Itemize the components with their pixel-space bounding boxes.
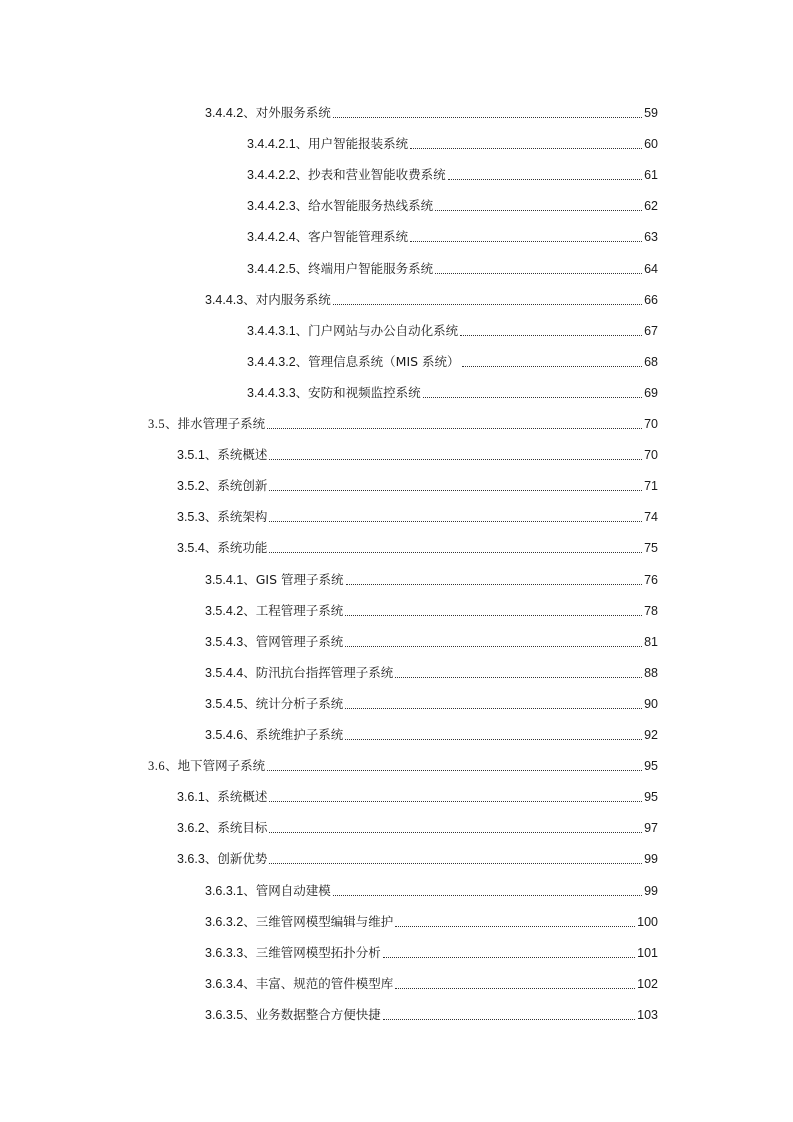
toc-entry-number: 3.4.4.2.5: [247, 261, 296, 276]
toc-entry[interactable]: [205, 941, 658, 961]
toc-entry-number: 3.6.2: [177, 821, 205, 836]
toc-entry-separator: 、: [295, 353, 309, 369]
toc-entry-page-number: 66: [644, 292, 658, 307]
toc-entry-title: 用户智能报装系统: [308, 136, 409, 152]
toc-entry-separator: 、: [204, 509, 218, 525]
toc-entry-title: 系统概述: [217, 447, 268, 463]
toc-entry[interactable]: [177, 816, 658, 836]
toc-entry-title: 门户网站与办公自动化系统: [308, 322, 459, 338]
toc-entry-page-number: 92: [644, 728, 658, 742]
toc-entry-title: 管理信息系统（MIS 系统）: [308, 353, 460, 369]
toc-entry[interactable]: [177, 505, 658, 525]
toc-entry-number: 3.5.4.5: [205, 696, 244, 711]
toc-entry-page-number: 100: [637, 914, 658, 929]
toc-entry-title: 排水管理子系统: [177, 416, 266, 431]
toc-entry-title: 丰富、规范的管件模型库: [255, 975, 394, 991]
toc-entry-title: 客户智能管理系统: [308, 229, 409, 245]
toc-entry-page-number: 68: [644, 354, 658, 369]
toc-entry-page-number: 62: [644, 199, 658, 214]
toc-entry[interactable]: [247, 163, 658, 183]
toc-entry[interactable]: [247, 132, 658, 152]
toc-entry-page-number: 81: [644, 634, 658, 649]
toc-entry[interactable]: [205, 692, 658, 712]
toc-entry-number: 3.6.3.2: [205, 914, 244, 929]
toc-dot-leader: [383, 1007, 635, 1020]
toc-entry-page-number: 70: [644, 417, 658, 431]
toc-entry[interactable]: [247, 257, 658, 277]
toc-entry-number: 3.5.3: [177, 510, 205, 525]
toc-entry-title: 系统概述: [217, 789, 268, 805]
toc-entry-number: 3.4.4.2: [205, 106, 244, 120]
toc-entry-separator: 、: [243, 913, 256, 929]
toc-dot-leader: [269, 509, 642, 522]
toc-entry-title: 安防和视频监控系统: [308, 384, 421, 400]
toc-entry-page-number: 74: [644, 510, 658, 525]
toc-entry-number: 3.6.3: [177, 852, 205, 867]
toc-dot-leader: [423, 385, 642, 398]
toc-entry-title: 系统目标: [217, 820, 268, 836]
toc-dot-leader: [410, 136, 642, 149]
toc-entry-number: 3.5.4.2: [205, 603, 244, 618]
toc-entry[interactable]: [205, 723, 658, 743]
toc-entry-title: 抄表和营业智能收费系统: [308, 167, 446, 183]
toc-entry-number: 3.4.4.2.4: [247, 230, 296, 245]
toc-entry-page-number: 64: [644, 261, 658, 276]
toc-entry[interactable]: [247, 350, 658, 370]
toc-dot-leader: [346, 572, 643, 585]
toc-entry-page-number: 95: [644, 759, 658, 774]
toc-entry[interactable]: [205, 630, 658, 650]
toc-entry[interactable]: [148, 754, 658, 774]
toc-entry[interactable]: [205, 910, 658, 930]
toc-entry-number: 3.6.3.3: [205, 945, 244, 960]
toc-entry-number: 3.6.3.1: [205, 883, 244, 898]
toc-dot-leader: [333, 105, 642, 118]
toc-entry-separator: 、: [204, 851, 218, 867]
toc-entry[interactable]: [205, 568, 658, 588]
toc-dot-leader: [345, 696, 642, 709]
toc-entry-separator: 、: [204, 820, 218, 836]
toc-entry[interactable]: [247, 319, 658, 339]
toc-entry-title: 三维管网模型拓扑分析: [255, 944, 381, 960]
toc-entry-page-number: 67: [644, 323, 658, 338]
toc-entry-title: 三维管网模型编辑与维护: [255, 913, 394, 929]
toc-entry-separator: 、: [243, 571, 256, 587]
toc-entry-page-number: 70: [644, 448, 658, 463]
toc-entry-number: 3.4.4.2.1: [247, 137, 296, 152]
toc-entry-number: 3.4.4.3.3: [247, 385, 296, 400]
toc-dot-leader: [410, 229, 642, 242]
toc-entry[interactable]: [177, 847, 658, 867]
toc-entry-number: 3.4.4.3.1: [247, 323, 296, 338]
toc-entry-page-number: 78: [644, 603, 658, 618]
toc-dot-leader: [267, 758, 642, 771]
toc-entry-separator: 、: [243, 633, 256, 649]
toc-entry-number: 3.5.1: [177, 448, 205, 463]
toc-entry[interactable]: [205, 599, 658, 619]
toc-entry-separator: 、: [243, 602, 256, 618]
toc-entry-number: 3.5.4.1: [205, 572, 244, 587]
toc-entry-number: 3.5.4.3: [205, 634, 244, 649]
toc-entry-number: 3.4.4.2.3: [247, 199, 296, 214]
toc-entry-number: 3.5.4.4: [205, 665, 244, 680]
toc-entry-number: 3.5.4: [177, 541, 205, 556]
toc-entry-number: 3.6: [148, 759, 166, 774]
toc-entry-separator: 、: [204, 478, 218, 494]
toc-entry-title: 业务数据整合方便快捷: [255, 1006, 381, 1022]
toc-dot-leader: [345, 603, 642, 616]
toc-entry-separator: 、: [243, 944, 256, 960]
toc-entry-title: 给水智能服务热线系统: [308, 198, 434, 214]
toc-entry-title: 系统创新: [217, 478, 268, 494]
toc-dot-leader: [345, 727, 642, 740]
toc-entry-separator: 、: [295, 136, 309, 152]
toc-entry-page-number: 99: [644, 852, 658, 867]
toc-entry[interactable]: [205, 101, 658, 121]
toc-entry-title: 管网管理子系统: [255, 633, 344, 649]
toc-dot-leader: [269, 478, 642, 491]
toc-dot-leader: [448, 167, 642, 180]
toc-entry-separator: 、: [243, 727, 256, 742]
toc-entry-number: 3.4.4.2.2: [247, 168, 296, 183]
toc-entry[interactable]: [177, 536, 658, 556]
toc-entry-number: 3.5.4.6: [205, 728, 244, 742]
toc-entry-title: 工程管理子系统: [255, 602, 344, 618]
toc-entry-title: 统计分析子系统: [255, 695, 344, 711]
toc-dot-leader: [395, 976, 635, 989]
toc-entry-page-number: 76: [644, 572, 658, 587]
toc-entry-separator: 、: [165, 758, 178, 774]
toc-entry-separator: 、: [243, 975, 256, 991]
toc-dot-leader: [395, 914, 635, 927]
toc-entry-separator: 、: [295, 167, 309, 183]
toc-entry-separator: 、: [243, 291, 256, 307]
toc-dot-leader: [267, 416, 642, 429]
toc-entry-page-number: 75: [644, 541, 658, 556]
toc-entry-page-number: 69: [644, 385, 658, 400]
toc-entry-page-number: 102: [637, 976, 658, 991]
toc-entry-number: 3.4.4.3.2: [247, 354, 296, 369]
toc-entry-title: 系统维护子系统: [255, 727, 344, 742]
toc-entry-separator: 、: [295, 384, 309, 400]
toc-dot-leader: [462, 354, 643, 367]
toc-dot-leader: [269, 851, 642, 864]
toc-entry-separator: 、: [204, 540, 218, 556]
toc-entry-separator: 、: [243, 664, 256, 680]
toc-entry[interactable]: [177, 443, 658, 463]
toc-dot-leader: [435, 261, 642, 274]
toc-entry-separator: 、: [295, 198, 309, 214]
toc-entry-page-number: 71: [644, 479, 658, 494]
toc-dot-leader: [333, 883, 642, 896]
toc-dot-leader: [383, 945, 635, 958]
toc-entry-title: 创新优势: [217, 851, 268, 867]
toc-entry-page-number: 101: [637, 945, 658, 960]
toc-entry[interactable]: [148, 412, 658, 432]
toc-entry-separator: 、: [243, 105, 256, 120]
toc-entry-title: 终端用户智能服务系统: [308, 260, 434, 276]
toc-entry-page-number: 97: [644, 821, 658, 836]
toc-dot-leader: [435, 198, 642, 211]
toc-entry[interactable]: [247, 381, 658, 401]
toc-entry-page-number: 103: [637, 1007, 658, 1022]
toc-dot-leader: [269, 789, 642, 802]
toc-entry-page-number: 90: [644, 696, 658, 711]
toc-entry-title: 管网自动建模: [255, 882, 331, 898]
toc-entry-separator: 、: [243, 695, 256, 711]
toc-entry-number: 3.5.2: [177, 479, 205, 494]
toc-dot-leader: [269, 540, 642, 553]
toc-entry-page-number: 63: [644, 230, 658, 245]
toc-entry-separator: 、: [295, 260, 309, 276]
toc-entry-title: 对外服务系统: [255, 105, 331, 120]
toc-dot-leader: [460, 323, 642, 336]
toc-entry-title: 地下管网子系统: [177, 758, 266, 774]
toc-entry[interactable]: [177, 474, 658, 494]
toc-entry[interactable]: [205, 972, 658, 992]
toc-entry-title: GIS 管理子系统: [255, 571, 344, 587]
toc-entry[interactable]: [205, 661, 658, 681]
toc-entry[interactable]: [205, 288, 658, 308]
toc-entry-page-number: 61: [644, 168, 658, 183]
toc-entry-page-number: 95: [644, 790, 658, 805]
toc-entry-title: 系统架构: [217, 509, 268, 525]
toc-entry-number: 3.6.3.4: [205, 976, 244, 991]
toc-entry-separator: 、: [243, 1006, 256, 1022]
toc-dot-leader: [269, 447, 642, 460]
toc-entry[interactable]: [177, 785, 658, 805]
toc-entry[interactable]: [205, 1003, 658, 1023]
toc-entry-page-number: 60: [644, 137, 658, 152]
toc-entry-separator: 、: [295, 229, 309, 245]
toc-entry-separator: 、: [243, 882, 256, 898]
toc-entry-number: 3.6.1: [177, 790, 205, 805]
toc-dot-leader: [333, 292, 642, 305]
toc-entry-page-number: 59: [644, 106, 658, 120]
toc-entry-number: 3.4.4.3: [205, 292, 244, 307]
toc-entry[interactable]: [205, 879, 658, 899]
toc-entry-separator: 、: [165, 416, 178, 431]
toc-entry-number: 3.5: [148, 417, 166, 431]
toc-entry-page-number: 99: [644, 883, 658, 898]
toc-entry-page-number: 88: [644, 665, 658, 680]
toc-dot-leader: [269, 820, 642, 833]
toc-entry-separator: 、: [204, 447, 218, 463]
toc-entry[interactable]: [247, 194, 658, 214]
toc-entry[interactable]: [247, 225, 658, 245]
toc-entry-number: 3.6.3.5: [205, 1007, 244, 1022]
toc-entry-separator: 、: [204, 789, 218, 805]
toc-dot-leader: [395, 665, 642, 678]
toc-entry-separator: 、: [295, 322, 309, 338]
toc-entry-title: 对内服务系统: [255, 291, 331, 307]
toc-entry-title: 系统功能: [217, 540, 268, 556]
toc-dot-leader: [345, 634, 642, 647]
toc-entry-title: 防汛抗台指挥管理子系统: [255, 664, 394, 680]
